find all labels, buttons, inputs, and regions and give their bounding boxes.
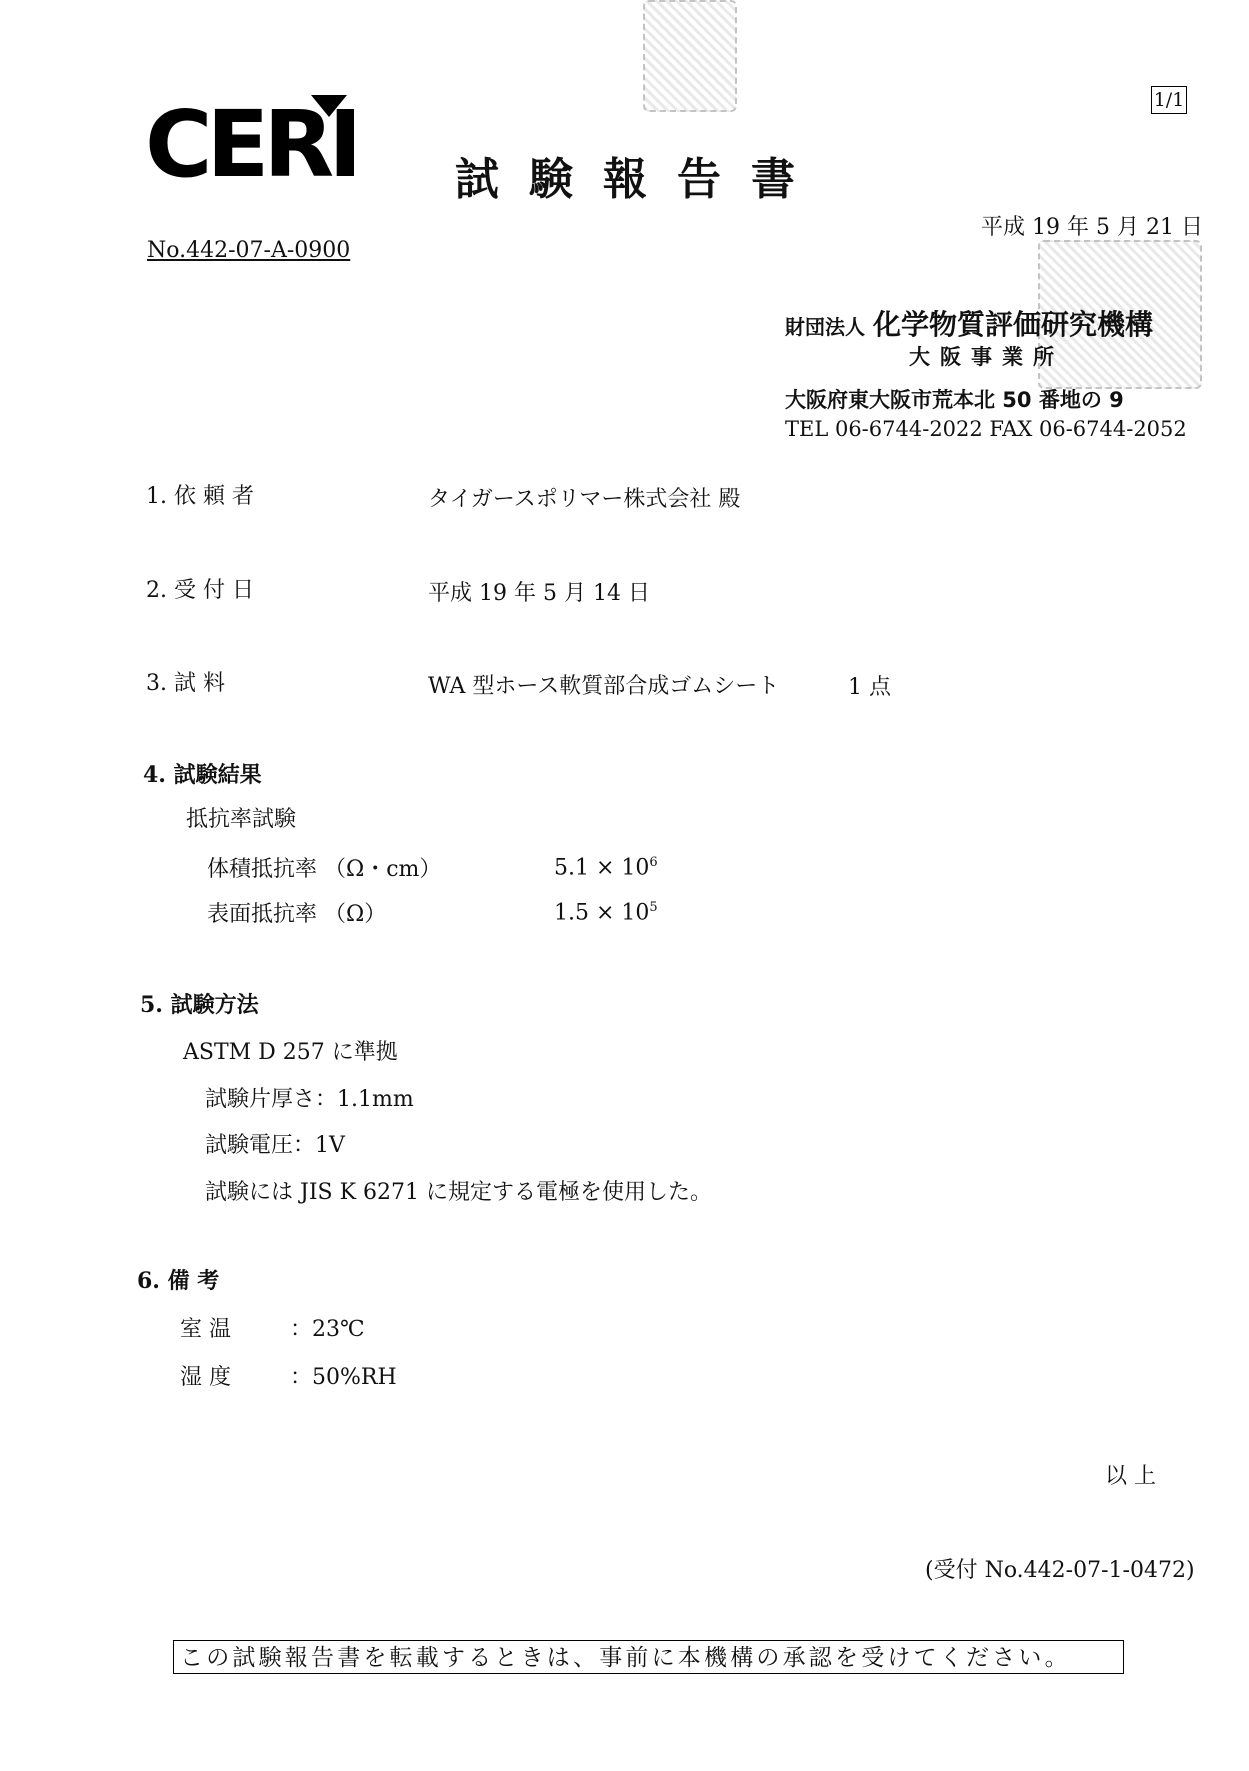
result-row-value [554,900,658,925]
result-value-mantissa: 1.5 × 10 [554,900,650,926]
section-4-label: 4. 試験結果 [143,762,262,788]
method-line: 試験片厚さ：1.1mm [205,1087,414,1112]
issuer-address: 大阪府東大阪市荒本北 50 番地の 9 [785,388,1124,412]
issuer-prefix: 財団法人 [785,315,865,339]
results-subtitle: 抵抗率試験 [186,807,297,832]
sample-name: WA 型ホース軟質部合成ゴムシート [428,674,780,699]
issuer-name: 化学物質評価研究機構 [873,308,1154,341]
test-standard: ASTM D 257 に準拠 [183,1040,398,1065]
issuer-office: 大阪事業所 [909,345,1064,369]
result-value-mantissa: 5.1 × 10 [554,855,650,881]
result-row-name: 体積抵抗率 （Ω・cm） [207,857,442,882]
method-line: 試験電圧：1V [205,1133,345,1158]
result-value-exponent: 5 [649,900,658,915]
document-title: 試験報告書 [455,154,825,205]
logo-triangle-icon [311,95,347,117]
receipt-number: (受付 No.442-07-1-0472) [925,1558,1195,1583]
section-3-label: 3. 試 料 [146,671,225,696]
issue-date: 平成 19 年 5 月 21 日 [981,215,1203,240]
sample-count: 1 点 [848,675,891,700]
result-row-value [554,855,658,880]
closing-mark: 以 上 [1105,1464,1156,1489]
section-2-label: 2. 受 付 日 [146,578,254,603]
issuer-organization [785,303,1153,343]
result-value-exponent: 6 [649,855,658,870]
page-number: 1/1 [1151,86,1187,114]
remark-value: ：50%RH [290,1365,397,1390]
section-1-label: 1. 依 頼 者 [146,484,254,509]
remark-key: 室 温 [180,1317,231,1342]
received-date: 平成 19 年 5 月 14 日 [428,581,650,606]
ceri-logo: CERI [145,91,357,198]
reproduction-notice: この試験報告書を転載するときは、事前に本機構の承認を受けてください。 [173,1640,1124,1674]
client-name: タイガースポリマー株式会社 殿 [428,487,741,512]
result-row-name: 表面抵抗率 （Ω） [207,902,387,927]
method-line: 試験には JIS K 6271 に規定する電極を使用した。 [205,1180,712,1205]
section-5-label: 5. 試験方法 [140,992,259,1018]
remark-key: 湿 度 [180,1365,231,1390]
top-seal-stamp [643,0,737,112]
section-6-label: 6. 備 考 [137,1268,220,1294]
report-number: No.442-07-A-0900 [147,238,351,263]
remark-value: ：23℃ [290,1317,365,1342]
issuer-tel-fax: TEL 06-6744-2022 FAX 06-6744-2052 [785,417,1187,441]
